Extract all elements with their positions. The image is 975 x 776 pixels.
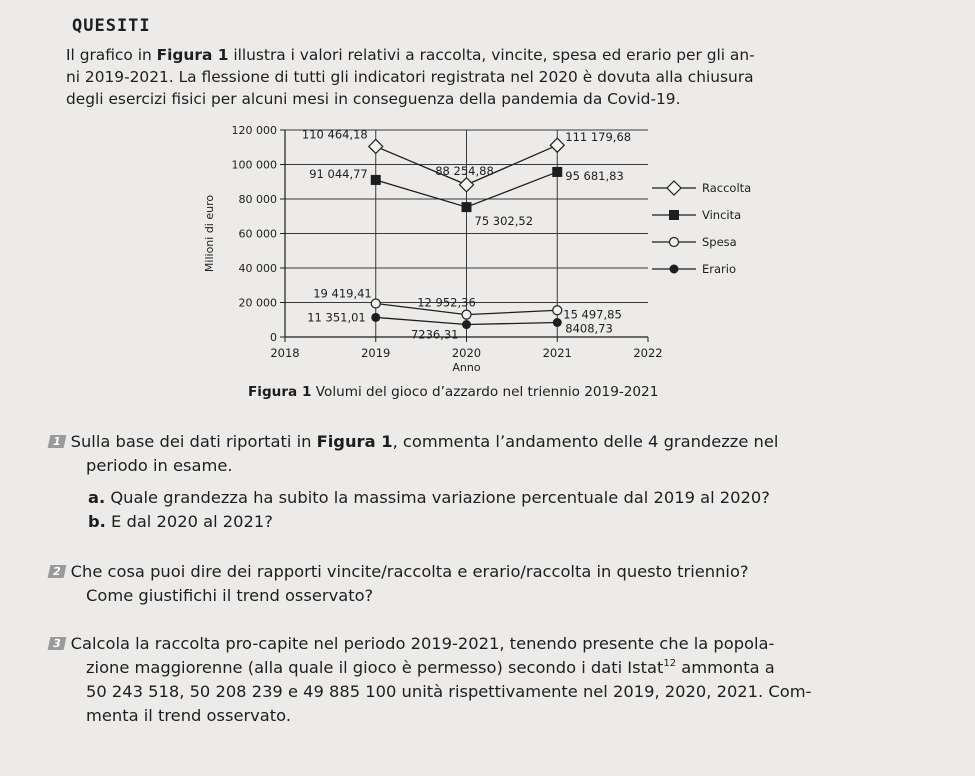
data-label-vincita: 95 681,83 xyxy=(565,168,624,183)
figure-caption xyxy=(248,384,658,400)
legend-label-erario: Erario xyxy=(702,262,737,276)
intro-line-2: ni 2019-2021. La flessione di tutti gli indicatori registrata nel 2020 è dovuta alla chiusura xyxy=(66,68,754,86)
data-point-spesa xyxy=(462,310,471,319)
x-tick-label: 2021 xyxy=(542,346,572,360)
data-point-erario xyxy=(553,318,562,327)
x-tick-label: 2022 xyxy=(633,346,663,360)
y-tick-label: 0 xyxy=(270,331,277,344)
data-label-spesa: 12 952,36 xyxy=(417,295,476,310)
data-label-vincita: 75 302,52 xyxy=(474,214,534,229)
intro-line-1: Il grafico in Figura 1 illustra i valori relativi a raccolta, vincite, spesa ed erario per gli an- xyxy=(66,46,755,64)
data-point-raccolta xyxy=(550,138,564,152)
legend-marker-spesa xyxy=(670,238,679,247)
data-label-erario: 11 351,01 xyxy=(307,310,366,325)
data-point-vincita xyxy=(462,202,472,212)
question-1a: a. Quale grandezza ha subito la massima variazione percentuale dal 2019 al 2020? xyxy=(88,488,770,507)
legend-marker-vincita xyxy=(669,210,679,220)
question-1: 1 Sulla base dei dati riportati in Figura 1, commenta l’andamento delle 4 grandezze nel periodo in esame. a. Quale grandezza ha subito la massima variazione percentuale dal 2019 al 2020? b. E dal 2020 al 2021? xyxy=(86,430,778,534)
figure-reference: Figura 1 xyxy=(156,46,229,64)
data-point-vincita xyxy=(552,167,562,177)
data-point-raccolta xyxy=(460,178,474,192)
data-label-spesa: 19 419,41 xyxy=(313,286,372,301)
legend-label-vincita: Vincita xyxy=(702,208,742,222)
question-number: 1 xyxy=(48,435,66,448)
intro-line-3: degli esercizi fisici per alcuni mesi in conseguenza della pandemia da Covid-19. xyxy=(66,90,681,108)
data-label-erario: 8408,73 xyxy=(565,321,613,336)
y-tick-label: 80 000 xyxy=(238,193,277,206)
y-tick-label: 40 000 xyxy=(238,262,277,275)
data-point-spesa xyxy=(553,306,562,315)
data-point-erario xyxy=(462,320,471,329)
caption-text: Volumi del gioco d’azzardo nel triennio 2019-2021 xyxy=(311,384,659,400)
question-1b: b. E dal 2020 al 2021? xyxy=(88,512,273,531)
line-chart xyxy=(190,112,790,382)
caption-label: Figura 1 xyxy=(248,384,312,400)
figure-1 xyxy=(190,112,790,386)
legend-marker-erario xyxy=(670,265,679,274)
y-tick-label: 20 000 xyxy=(238,296,277,310)
legend-label-raccolta: Raccolta xyxy=(702,181,752,195)
y-tick-label: 100 000 xyxy=(231,158,277,172)
x-axis-label: Anno xyxy=(452,361,481,374)
data-point-vincita xyxy=(371,175,381,185)
question-number: 3 xyxy=(48,637,66,650)
y-tick-label: 60 000 xyxy=(238,227,277,241)
data-point-raccolta xyxy=(369,139,383,153)
data-label-raccolta: 111 179,68 xyxy=(565,130,632,145)
question-3: 3 Calcola la raccolta pro-capite nel periodo 2019-2021, tenendo presente che la popola- zione maggiorenne (alla quale il gioco è permesso) secondo i dati Istat$^{12}$ ammonta a 50 243 518, 50 208 239 e 49 885 100 unità rispettivamente nel 2019, 2020, 2021. Com- menta il trend osservato. xyxy=(86,632,811,728)
data-point-spesa xyxy=(371,299,380,308)
legend-label-spesa: Spesa xyxy=(702,235,737,249)
data-label-erario: 7236,31 xyxy=(410,327,459,342)
x-tick-label: 2018 xyxy=(270,346,300,360)
x-tick-label: 2019 xyxy=(361,346,391,360)
footnote-ref: 12 xyxy=(663,658,677,669)
intro-paragraph xyxy=(66,44,926,110)
question-2: 2 Che cosa puoi dire dei rapporti vincite/raccolta e erario/raccolta in questo triennio? Come giustifichi il trend osservato? xyxy=(86,560,749,608)
question-number: 2 xyxy=(48,565,66,578)
data-label-spesa: 15 497,85 xyxy=(563,307,622,322)
data-label-vincita: 91 044,77 xyxy=(309,166,368,181)
y-tick-label: 120 000 xyxy=(231,124,277,137)
legend-marker-raccolta xyxy=(667,181,681,195)
x-tick-label: 2020 xyxy=(451,346,482,360)
data-label-raccolta: 110 464,18 xyxy=(301,127,368,142)
section-heading: QUESITI xyxy=(72,16,151,36)
y-axis-label: Milioni di euro xyxy=(203,194,216,273)
data-label-raccolta: 88 254,88 xyxy=(435,163,494,178)
data-point-erario xyxy=(371,313,380,322)
